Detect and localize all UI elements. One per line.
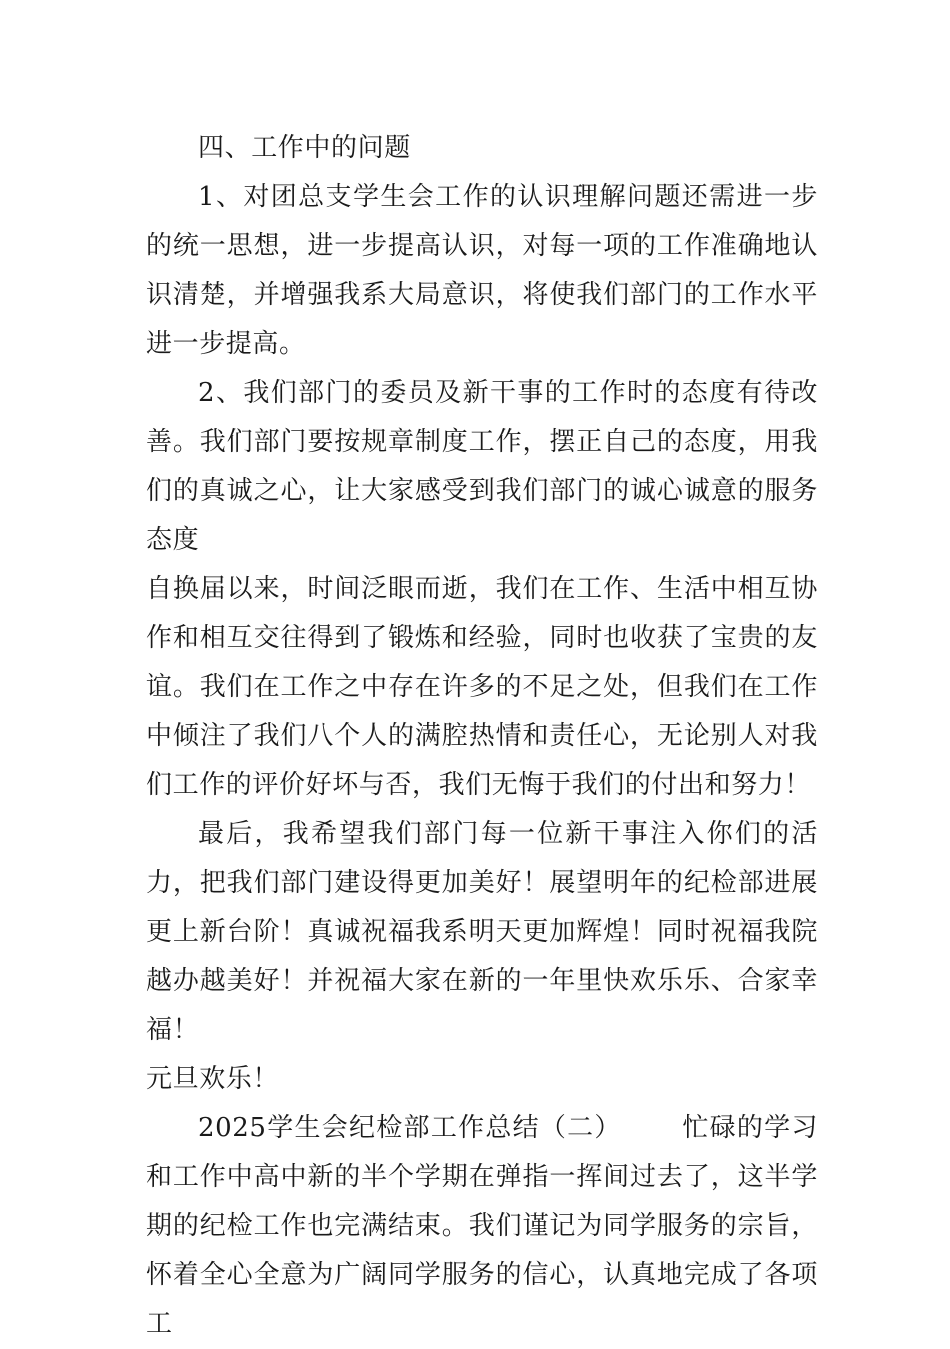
section-two-title: 2025学生会纪检部工作总结（二）	[198, 1113, 622, 1143]
paragraph-problem-1: 1、对团总支学生会工作的认识理解问题还需进一步的统一思想，进一步提高认识，对每一项的工作准确地认识清楚，并增强我系大局意识，将使我们部门的工作水平进一步提高。	[146, 182, 818, 359]
paragraph-section-two	[146, 1104, 818, 1349]
paragraph-problem-2: 2、我们部门的委员及新干事的工作时的态度有待改善。我们部门要按规章制度工作，摆正自己的态度，用我们的真诚之心，让大家感受到我们部门的诚心诚意的服务态度	[146, 378, 818, 555]
paragraph-since-election: 自换届以来，时间泛眼而逝，我们在工作、生活中相互协作和相互交往得到了锻炼和经验，同时也收获了宝贵的友谊。我们在工作之中存在许多的不足之处，但我们在工作中倾注了我们八个人的满腔热情和责任心，无论别人对我们工作的评价好坏与否，我们无悔于我们的付出和努力！	[146, 574, 818, 800]
paragraph-new-year: 元旦欢乐！	[146, 1064, 280, 1094]
document-body	[146, 124, 818, 1349]
section-two-body: 忙碌的学习和工作中高中新的半个学期在弹指一挥间过去了，这半学期的纪检工作也完满结束。我们谨记为同学服务的宗旨，怀着全心全意为广阔同学服务的信心，认真地完成了各项工	[146, 1113, 818, 1339]
heading-problems: 四、工作中的问题	[198, 133, 411, 163]
paragraph-closing-wishes: 最后，我希望我们部门每一位新干事注入你们的活力，把我们部门建设得更加美好！展望明年的纪检部进展更上新台阶！真诚祝福我系明天更加辉煌！同时祝福我院越办越美好！并祝福大家在新的一年里快欢乐乐、合家幸福！	[146, 819, 818, 1045]
